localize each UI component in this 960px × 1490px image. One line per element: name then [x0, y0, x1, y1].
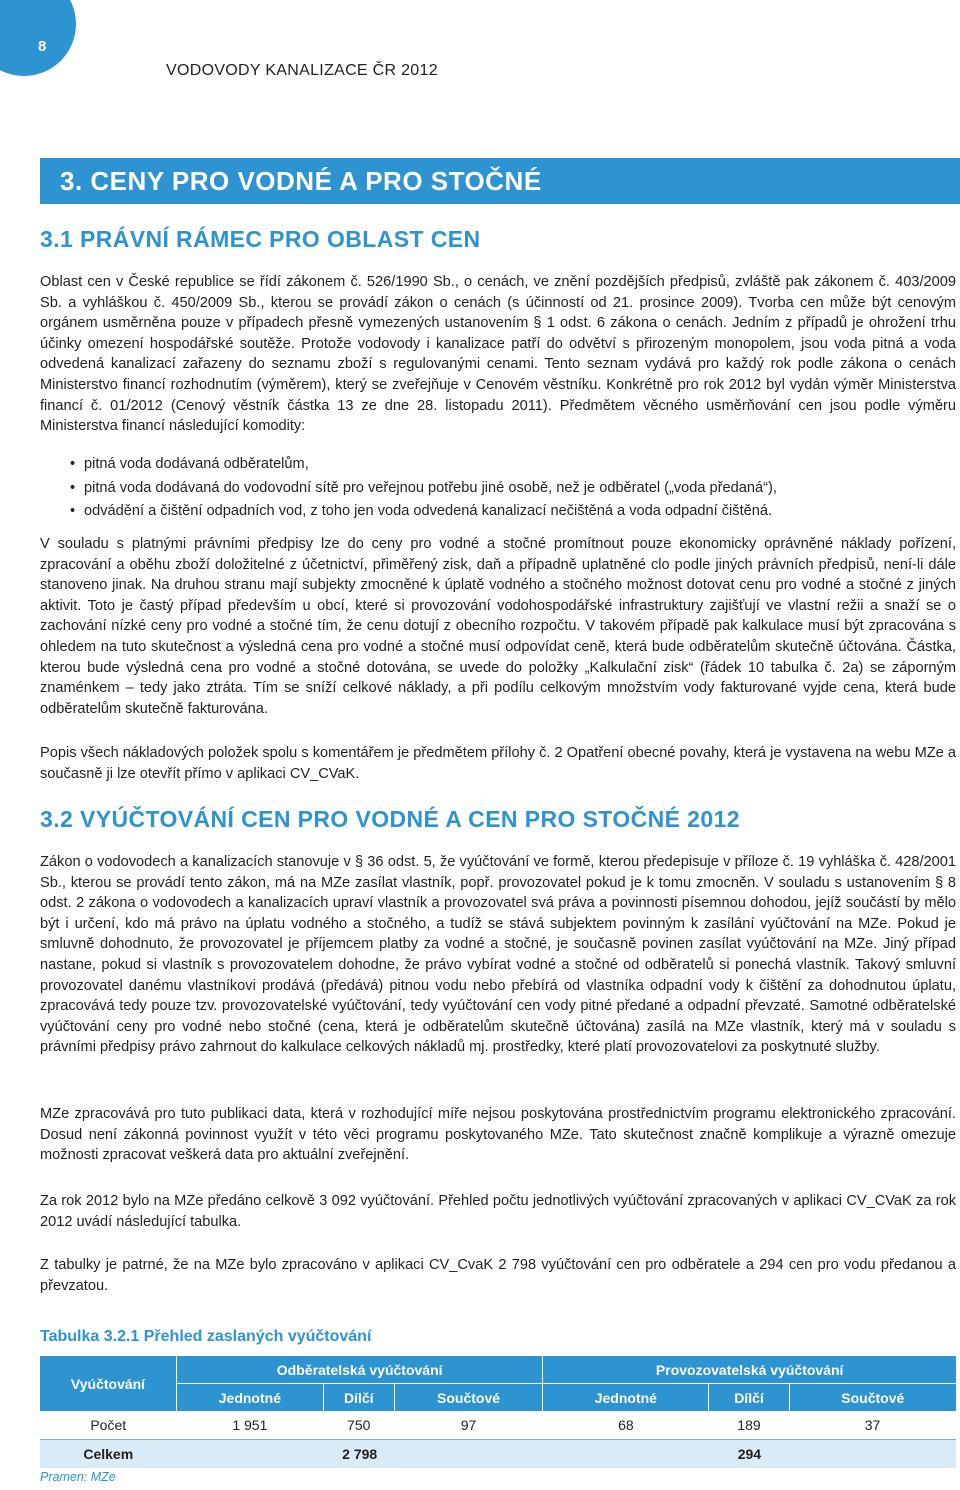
table-cell: 2 798: [177, 1440, 543, 1469]
section-2-paragraph-2: MZe zpracovává pro tuto publikaci data, která v rozhodující míře nejsou poskytována prostřednictvím programu elektronického zpracování. Dosud není zákonná povinnost využít v této věci programu poskytovaného MZe. Tato skutečnost značně komplikuje a výrazně omezuje možnosti zpracovat veškerá data pro aktuální zveřejnění.: [40, 1106, 956, 1164]
table-cell: 37: [789, 1411, 956, 1440]
table-cell: 68: [543, 1411, 709, 1440]
section-1-paragraph-2: V souladu s platnými právními předpisy lze do ceny pro vodné a stočné promítnout pouze ekonomicky oprávněné náklady pořízení, zpracování a oběhu zboží doložitelné z účetnictví, přiměřený zisk, daň a případně uplatněné clo podle jiných právních předpisů, není-li dále stanoveno jinak. Na druhou stranu mají subjekty zmocněné k úplatě vodného a stočného možnost dotovat cenu pro vodné a stočné z jiných aktivit. Toto je častý případ především u obcí, které si provozování vodohospodářské infrastruktury zajišťují ve vlastní režii a snaží se o zachování nízké ceny pro vodné a stočné tím, že cenu dotují z obecního rozpočtu. V takovém případě pak kalkulace musí být zpracována s ohledem na tuto skutečnost a výsledná cena pro vodné a stočné musí odpovídat ceně, která bude odběratelům skutečně účtována. Částka, kterou bude výsledná cena pro vodné a stočné dotována, se uvede do položky „Kalkulační zisk“ (řádek 10 tabulka č. 2a) se záporným znaménkem – tedy jako ztráta. Tím se sníží celkové náklady, a při podílu celkovým množstvím vody fakturované vyjde cena, která bude odběratelům skutečně fakturována.: [40, 536, 956, 717]
column-header: Součtové: [394, 1384, 543, 1412]
bullet-icon: •: [70, 456, 76, 472]
bullet-icon: •: [70, 503, 76, 520]
list-item: [40, 478, 940, 499]
chapter-title-band: [40, 158, 960, 204]
table-corner-header: Vyúčtování: [40, 1356, 177, 1411]
page-number: 8: [38, 38, 47, 55]
table-source: Pramen: MZe: [40, 1470, 116, 1484]
chapter-title: 3. CENY PRO VODNÉ A PRO STOČNÉ: [60, 166, 542, 196]
list-item-text: pitná voda dodávaná odběratelům,: [84, 456, 309, 472]
section-1-paragraph-3: Popis všech nákladových položek spolu s komentářem je předmětem přílohy č. 2 Opatření obecné povahy, která je vystavena na webu MZe a současně ji lze otevřít přímo v aplikaci CV_CVaK.: [40, 745, 956, 782]
bullet-icon: •: [70, 479, 76, 496]
column-header: Součtové: [789, 1384, 956, 1412]
table-row: [40, 1411, 956, 1440]
list-item: [40, 454, 940, 475]
row-label: Celkem: [40, 1440, 177, 1469]
column-header: Dílčí: [709, 1384, 789, 1412]
table-caption: Tabulka 3.2.1 Přehled zaslaných vyúčtování: [40, 1328, 372, 1345]
section-1-paragraph-1: Oblast cen v České republice se řídí zákonem č. 526/1990 Sb., o cenách, ve znění pozdějších předpisů, zvláště pak zákonem č. 403/2009 Sb. a vyhláškou č. 450/2009 Sb., kterou se provádí zákon o cenách (s účinností od 21. prosince 2009). Tvorba cen může být cenovým orgánem usměrněna pouze v případech přesně vymezených ustanovením § 1 odst. 6 zákona o cenách. Jedním z případů je ohrožení trhu účinky omezení hospodářské soutěže. Protože vodovody i kanalizace patří do odvětví s přirozeným monopolem, jsou voda pitná a voda odvedená kanalizací zařazeny do seznamu zboží s regulovanými cenami. Tento seznam vydává pro každý rok podle zákona o cenách Ministerstvo financí rozhodnutím (výměrem), který se zveřejňuje v Cenovém věstníku. Konkrétně pro rok 2012 byl vydán výměr Ministerstva financí č. 01/2012 (Cenový věstník částka 13 ze dne 28. listopadu 2011). Předmětem věcného usměrňování cen jsou podle výměru Ministerstva financí následující komodity:: [40, 274, 956, 435]
section-2-paragraph-4: Z tabulky je patrné, že na MZe bylo zpracováno v aplikaci CV_CvaK 2 798 vyúčtování cen pro odběratele a 294 cen pro vodu předanou a převzatou.: [40, 1257, 956, 1294]
list-item-text: odvádění a čištění odpadních vod, z toho jen voda odvedená kanalizací nečištěná a voda odpadní čištěná.: [84, 503, 773, 520]
row-label: Počet: [40, 1411, 177, 1440]
list-item-text: pitná voda dodávaná do vodovodní sítě pro veřejnou potřebu jiné osobě, než je odběratel („voda předaná“),: [84, 479, 777, 496]
section-1-title: 3.1 PRÁVNÍ RÁMEC PRO OBLAST CEN: [40, 226, 481, 252]
page-number-badge: [0, 0, 76, 76]
table-cell: 97: [394, 1411, 543, 1440]
table-cell: 750: [323, 1411, 394, 1440]
table-cell: 1 951: [177, 1411, 324, 1440]
group-header-customer: Odběratelská vyúčtování: [177, 1356, 543, 1384]
column-header: Jednotné: [543, 1384, 709, 1412]
table-total-row: [40, 1440, 956, 1469]
list-item: [40, 501, 940, 522]
commodity-list: [40, 454, 940, 525]
running-header: VODOVODY KANALIZACE ČR 2012: [166, 62, 438, 79]
table-cell: 189: [709, 1411, 789, 1440]
invoices-table: [40, 1356, 956, 1468]
column-header: Jednotné: [177, 1384, 324, 1412]
column-header: Dílčí: [323, 1384, 394, 1412]
section-2-paragraph-1: Zákon o vodovodech a kanalizacích stanovuje v § 36 odst. 5, že vyúčtování ve formě, kterou předepisuje v příloze č. 19 vyhláška č. 428/2001 Sb., kterou se provádí tento zákon, má na MZe zasílat vlastník, popř. provozovatel pokud je k tomu zmocněn. V souladu s ustanovením § 8 odst. 2 zákona o vodovodech a kanalizacích upraví vlastník a provozovatel svá práva a povinnosti písemnou dohodou, jejíž součástí by mělo být i určení, kdo má právo na úplatu vodného a stočného, a tudíž se stává subjektem povinným k zasílání vyúčtování na MZe. Pokud je smluvně dohodnuto, že provozovatel je příjemcem platby za vodné a stočné, je současně povinen zasílat vyúčtování na MZe. Jiný případ nastane, pokud si vlastník s provozovatelem dohodne, že právo vybírat vodné a stočné od odběratelů si ponechá vlastník. Takový smluvní provozovatel danému vlastníkovi prodává (předává) pitnou vodu nebo přebírá od vlastníka odpadní vody k čištění za dohodnutou úplatu, zpracovává tedy pouze tzv. provozovatelské vyúčtování, tedy vyúčtování cen vody pitné předané a odpadní převzaté. Samotné odběratelské vyúčtování ceny pro vodné nebo stočné (cena, která je odběratelům skutečně účtována) zasílá na MZe vlastník, který má v souladu s právními předpisy právo zahrnout do kalkulace celkových nákladů mj. prostředky, které platí provozovatelovi za poskytnuté služby.: [40, 854, 956, 1056]
section-2-paragraph-3: Za rok 2012 bylo na MZe předáno celkově 3 092 vyúčtování. Přehled počtu jednotlivých vyúčtování zpracovaných v aplikaci CV_CVaK za rok 2012 uvádí následující tabulka.: [40, 1193, 956, 1230]
section-2-title: 3.2 VYÚČTOVÁNÍ CEN PRO VODNÉ A CEN PRO STOČNÉ 2012: [40, 806, 740, 832]
table-cell: 294: [543, 1440, 956, 1469]
group-header-operator: Provozovatelská vyúčtování: [543, 1356, 956, 1384]
